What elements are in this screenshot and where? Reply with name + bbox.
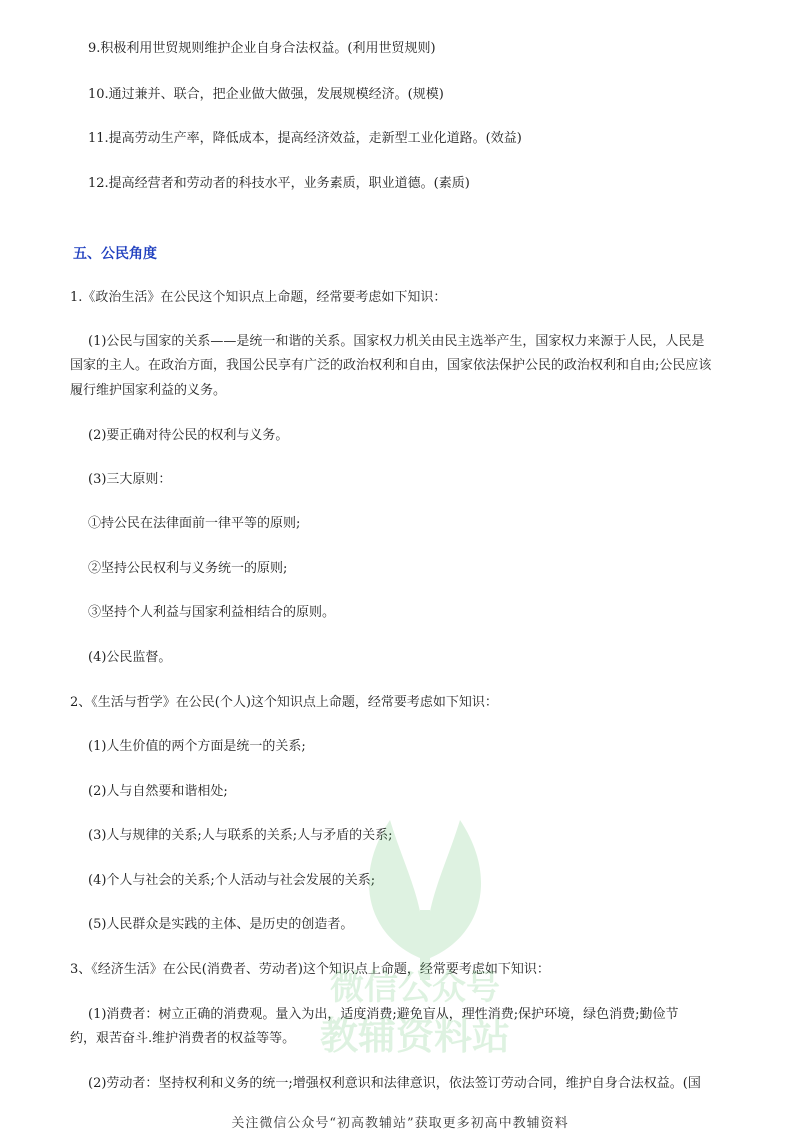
- item-10: 10.通过兼并、联合，把企业做大做强，发展规模经济。(规模): [88, 87, 444, 102]
- list-item: (2)要正确对待公民的权利与义务。: [88, 428, 289, 443]
- list-item: (3)三大原则：: [88, 472, 172, 487]
- list-item: (4)个人与社会的关系;个人活动与社会发展的关系;: [88, 873, 376, 888]
- list-item: (5)人民群众是实践的主体、是历史的创造者。: [88, 917, 354, 932]
- list-item: ③坚持个人利益与国家利益相结合的原则。: [88, 605, 336, 620]
- paragraph-line: 履行维护国家利益的义务。: [70, 383, 227, 398]
- page-footer: 关注微信公众号“初高教辅站”获取更多初高中教辅资料: [231, 1116, 569, 1131]
- list-item: (2)人与自然要和谐相处;: [88, 784, 228, 799]
- section-heading: 五、公民角度: [73, 246, 157, 262]
- watermark-text-2: 教辅资料站: [320, 1014, 511, 1058]
- paragraph-line: (1)消费者：树立正确的消费观。量入为出，适度消费;避免盲从，理性消费;保护环境，绿色消费;勤俭节: [88, 1007, 679, 1022]
- paragraph-line: (1)公民与国家的关系——是统一和谐的关系。国家权力机关由民主选举产生，国家权力来源于人民，人民是: [88, 334, 705, 349]
- list-item: (4)公民监督。: [88, 650, 172, 665]
- question-1: 1.《政治生活》在公民这个知识点上命题，经常要考虑如下知识：: [70, 290, 447, 305]
- item-9: 9.积极利用世贸规则维护企业自身合法权益。(利用世贸规则): [88, 41, 436, 56]
- question-2: 2、《生活与哲学》在公民(个人)这个知识点上命题，经常要考虑如下知识：: [70, 695, 498, 710]
- paragraph-line: (2)劳动者：坚持权利和义务的统一;增强权利意识和法律意识，依法签订劳动合同，维护自身合法权益。(国: [88, 1076, 701, 1091]
- paragraph-line: 约，艰苦奋斗.维护消费者的权益等等。: [70, 1031, 296, 1046]
- list-item: ②坚持公民权利与义务统一的原则;: [88, 561, 288, 576]
- paragraph-line: 国家的主人。在政治方面，我国公民享有广泛的政治权利和自由，国家依法保护公民的政治权利和自由;公民应该: [70, 358, 712, 373]
- watermark-text-1: 微信公众号: [330, 968, 500, 1008]
- list-item: (3)人与规律的关系;人与联系的关系;人与矛盾的关系;: [88, 828, 393, 843]
- question-3: 3、《经济生活》在公民(消费者、劳动者)这个知识点上命题，经常要考虑如下知识：: [70, 962, 550, 977]
- list-item: (1)人生价值的两个方面是统一的关系;: [88, 739, 306, 754]
- item-12: 12.提高经营者和劳动者的科技水平，业务素质，职业道德。(素质): [88, 176, 470, 191]
- list-item: ①持公民在法律面前一律平等的原则;: [88, 516, 301, 531]
- item-11: 11.提高劳动生产率，降低成本，提高经济效益，走新型工业化道路。(效益): [88, 131, 522, 146]
